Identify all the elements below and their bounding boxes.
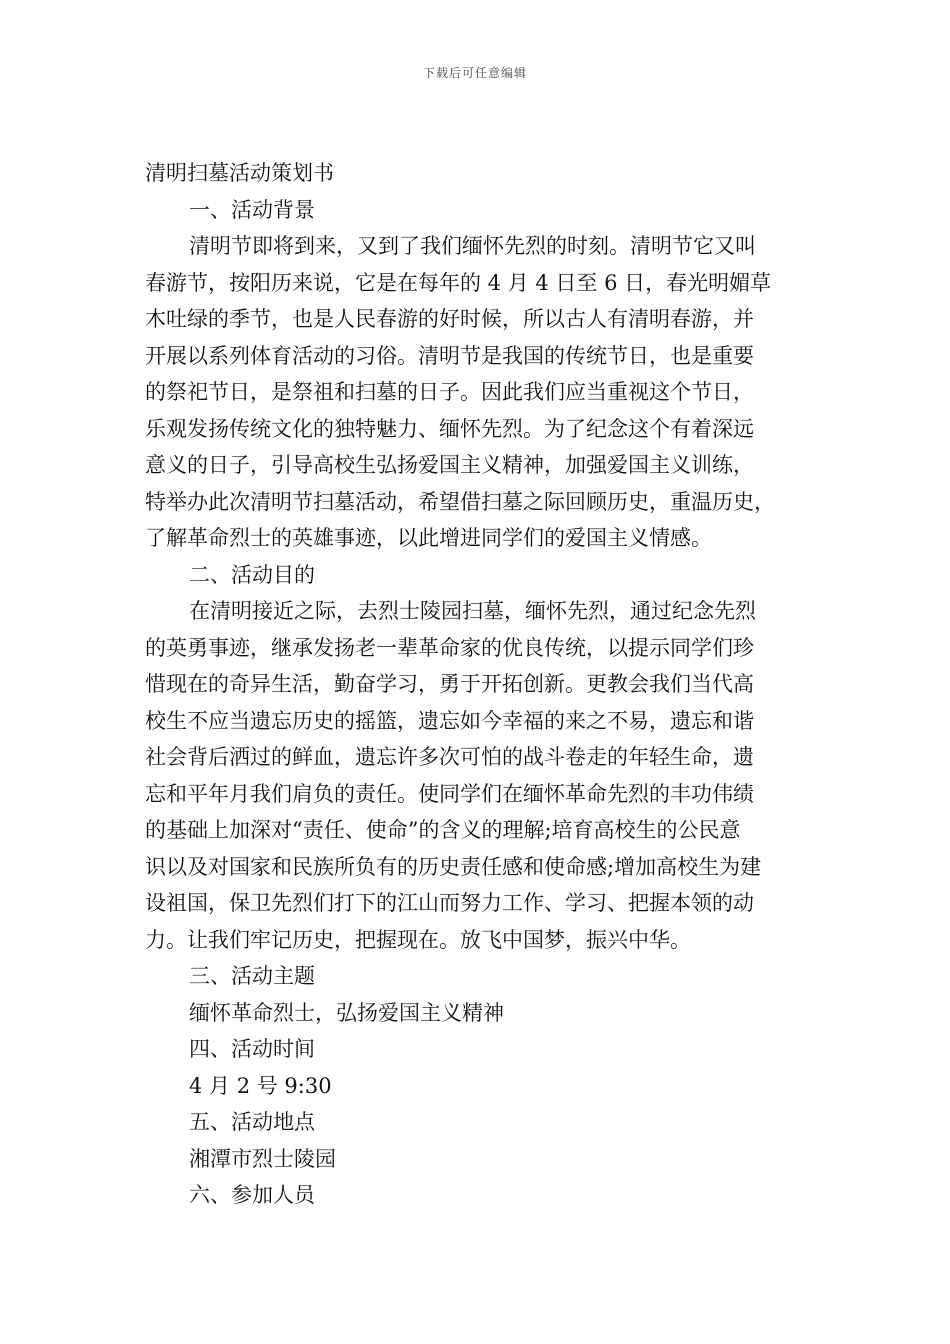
paragraph-line: 的祭祀节日，是祭祖和扫墓的日子。因此我们应当重视这个节日， — [145, 380, 754, 404]
section-heading-theme: 三、活动主题 — [189, 964, 315, 988]
paragraph-line: 社会背后洒过的鲜血，遗忘许多次可怕的战斗卷走的年轻生命，遗 — [145, 745, 754, 769]
paragraph-line: 惜现在的奇异生活，勤奋学习，勇于开拓创新。更教会我们当代高 — [145, 672, 754, 696]
paragraph-line: 忘和平年月我们肩负的责任。使同学们在缅怀革命先烈的丰功伟绩 — [145, 781, 754, 806]
paragraph-line: 春游节，按阳历来说，它是在每年的 4 月 4 日至 6 日，春光明媚草 — [145, 270, 772, 295]
paragraph-line: 木吐绿的季节，也是人民春游的好时候，所以古人有清明春游，并 — [145, 307, 754, 331]
paragraph-line: 力。让我们牢记历史，把握现在。放飞中国梦，振兴中华。 — [145, 927, 691, 952]
page-header-note: 下载后可任意编辑 — [422, 66, 527, 80]
paragraph-line: 了解革命烈士的英雄事迹，以此增进同学们的爱国主义情感。 — [145, 526, 712, 550]
time-text: 4 月 2 号 9:30 — [189, 1073, 332, 1098]
paragraph-line: 意义的日子，引导高校生弘扬爱国主义精神，加强爱国主义训练， — [145, 453, 754, 477]
paragraph-line: 乐观发扬传统文化的独特魅力、缅怀先烈。为了纪念这个有着深远 — [145, 416, 754, 441]
paragraph-line: 清明节即将到来，又到了我们缅怀先烈的时刻。清明节它又叫 — [189, 234, 756, 258]
theme-text: 缅怀革命烈士，弘扬爱国主义精神 — [189, 1000, 504, 1025]
paragraph-line: 在清明接近之际，去烈士陵园扫墓，缅怀先烈，通过纪念先烈 — [189, 599, 756, 623]
document-body — [145, 155, 825, 1214]
location-text: 湘潭市烈士陵园 — [189, 1146, 336, 1171]
section-heading-purpose: 二、活动目的 — [189, 562, 315, 587]
paragraph-line: 的基础上加深对“责任、使命”的含义的理解;培育高校生的公民意 — [145, 818, 741, 842]
paragraph-line: 开展以系列体育活动的习俗。清明节是我国的传统节日，也是重要 — [145, 343, 754, 368]
paragraph-line: 校生不应当遗忘历史的摇篮，遗忘如今幸福的来之不易，遗忘和谐 — [145, 708, 754, 733]
paragraph-line: 设祖国，保卫先烈们打下的江山而努力工作、学习、把握本领的动 — [145, 891, 754, 915]
section-heading-location: 五、活动地点 — [189, 1110, 315, 1134]
document-title: 清明扫墓活动策划书 — [145, 161, 334, 185]
section-heading-background: 一、活动背景 — [189, 197, 315, 222]
section-heading-time: 四、活动时间 — [189, 1037, 315, 1061]
paragraph-line: 的英勇事迹，继承发扬老一辈革命家的优良传统，以提示同学们珍 — [145, 635, 754, 660]
paragraph-line: 识以及对国家和民族所负有的历史责任感和使命感;增加高校生为建 — [145, 854, 762, 879]
paragraph-line: 特举办此次清明节扫墓活动，希望借扫墓之际回顾历史，重温历史， — [145, 489, 775, 514]
section-heading-participants: 六、参加人员 — [189, 1183, 315, 1207]
